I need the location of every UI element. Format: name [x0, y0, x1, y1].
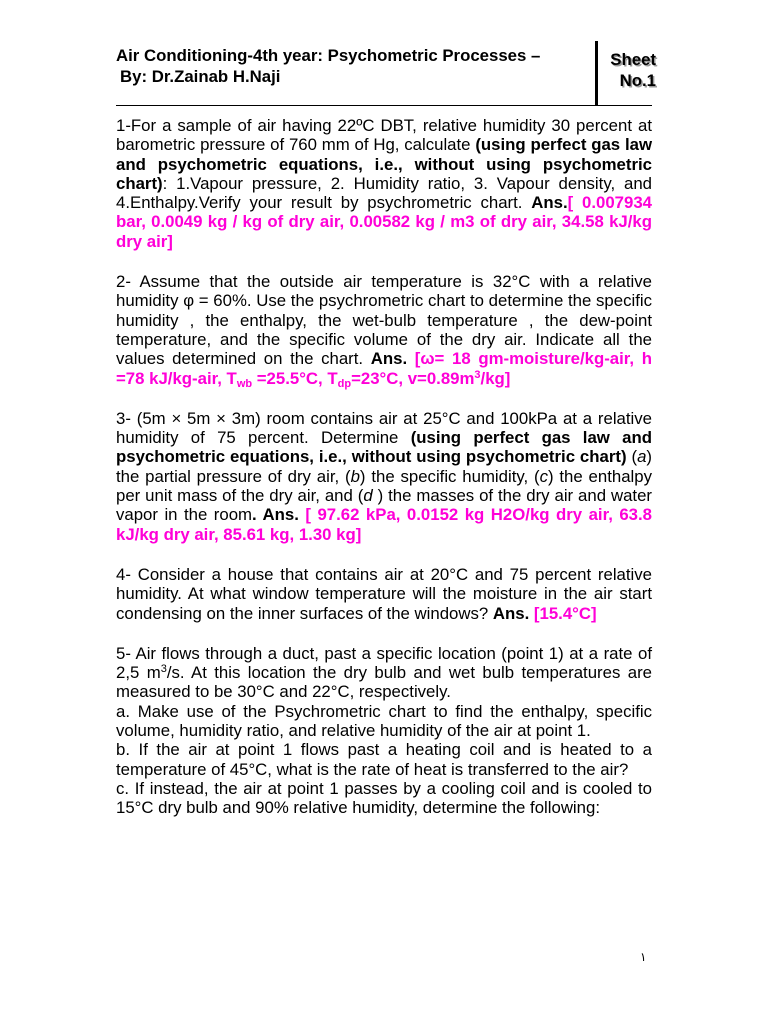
- problem-1-ans-label: Ans.: [531, 193, 568, 213]
- sheet-header: [116, 41, 656, 106]
- superscript-3: 3: [160, 663, 167, 676]
- item-c: c: [539, 466, 548, 486]
- problem-4-answer: [15.4°C]: [529, 603, 597, 623]
- header-author: By: Dr.Zainab H.Naji: [120, 67, 281, 86]
- header-divider: [595, 41, 598, 105]
- problem-4: [116, 565, 652, 623]
- problem-3-text: ) the enthalpy per unit mass of the dry air, and (: [116, 466, 652, 506]
- sheet-label: Sheet: [610, 50, 656, 69]
- problem-1-tasks: : 1.Vapour pressure, 2. Humidity ratio, 3. Vapour density, and 4.Enthalpy.Verify your result by psychrometric chart.: [116, 173, 652, 213]
- problem-list: [116, 116, 652, 818]
- item-d: d: [363, 486, 373, 506]
- problem-3-text: ) the partial pressure of dry air, (: [116, 447, 652, 486]
- problem-5-intro: [116, 644, 652, 702]
- problem-2-ans-label: Ans.: [370, 349, 408, 369]
- problem-3-text: ) the masses of the dry air and water vapor in the room: [116, 486, 653, 525]
- problem-3: [116, 409, 652, 544]
- problem-1-answer: [ 0.007934 bar, 0.0049 kg / kg of dry air, 0.00582 kg / m3 of dry air, 34.58 kJ/kg dry air]: [116, 193, 652, 251]
- problem-5-part-b: b. If the air at point 1 flows past a heating coil and is heated to a temperature of 45°C, what is the rate of heat is transferred to the air?: [116, 740, 652, 779]
- subscript-wb: wb: [236, 377, 253, 390]
- problem-4-ans-label: Ans.: [492, 603, 530, 623]
- answer-part: [ω= 18 gm-moisture/kg-air, h =78 kJ/kg-air, T: [116, 349, 652, 388]
- problem-3-text: (: [626, 447, 638, 467]
- problem-3-ans-label: . Ans.: [252, 505, 299, 525]
- problem-5-text: /s. At this location the dry bulb and wet bulb temperatures are measured to be 30°C and 22°C, respectively.: [116, 663, 652, 702]
- answer-part: =25.5°C, T: [252, 368, 338, 388]
- problem-1: [116, 116, 652, 251]
- problem-3-answer: [ 97.62 kPa, 0.0152 kg H2O/kg dry air, 63.8 kJ/kg dry air, 85.61 kg, 1.30 kg]: [116, 505, 652, 544]
- problem-5-part-a: a. Make use of the Psychrometric chart to find the enthalpy, specific volume, humidity ratio, and relative humidity of the air at point 1.: [116, 701, 652, 741]
- problem-4-text: 4- Consider a house that contains air at 20°C and 75 percent relative humidity. At what window temperature will the moisture in the air start condensing on the inner surfaces of the windows?: [116, 564, 652, 623]
- item-a: a: [637, 447, 647, 467]
- problem-3-condition: (using perfect gas law and psychometric equations, i.e., without using psychometric chart): [116, 428, 652, 467]
- sheet-no: No.1: [619, 71, 656, 90]
- item-b: b: [350, 466, 360, 486]
- sheet-number: [606, 49, 656, 91]
- header-title-line1: Air Conditioning-4th year: Psychometric Processes –: [116, 46, 541, 65]
- superscript-3: 3: [474, 368, 481, 381]
- problem-3-text: 3- (5m × 5m × 3m) room contains air at 25°C and 100kPa at a relative humidity of 75 percent. Determine: [116, 408, 652, 448]
- problem-5-part-c: c. If instead, the air at point 1 passes by a cooling coil and is cooled to 15°C dry bulb and 90% relative humidity, determine the following:: [116, 778, 652, 818]
- problem-2: [116, 272, 652, 388]
- answer-part: =23°C, v=0.89m: [351, 368, 475, 388]
- subscript-dp: dp: [337, 377, 352, 390]
- problem-5: [116, 644, 652, 818]
- header-title: [116, 45, 586, 87]
- page-number: ١: [640, 950, 647, 964]
- problem-1-text: 1-For a sample of air having 22ºC DBT, relative humidity 30 percent at barometric pressure of 760 mm of Hg, calculate: [116, 116, 652, 155]
- problem-5-text: 5- Air flows through a duct, past a specific location (point 1) at a rate of 2,5 m: [116, 643, 652, 683]
- problem-1-condition: (using perfect gas law and psychometric equations, i.e., without using psychometric chart): [116, 135, 652, 193]
- answer-part: /kg]: [480, 368, 511, 388]
- problem-2-text: 2- Assume that the outside air temperature is 32°C with a relative humidity φ = 60%. Use the psychrometric chart to determine the specific humidity , the enthalpy, the wet-bulb temperature , the dew-point temperature, and the specific volume of the dry air. Indicate all the values determined on the chart.: [116, 272, 652, 369]
- problem-3-text: ) the specific humidity, (: [359, 466, 540, 486]
